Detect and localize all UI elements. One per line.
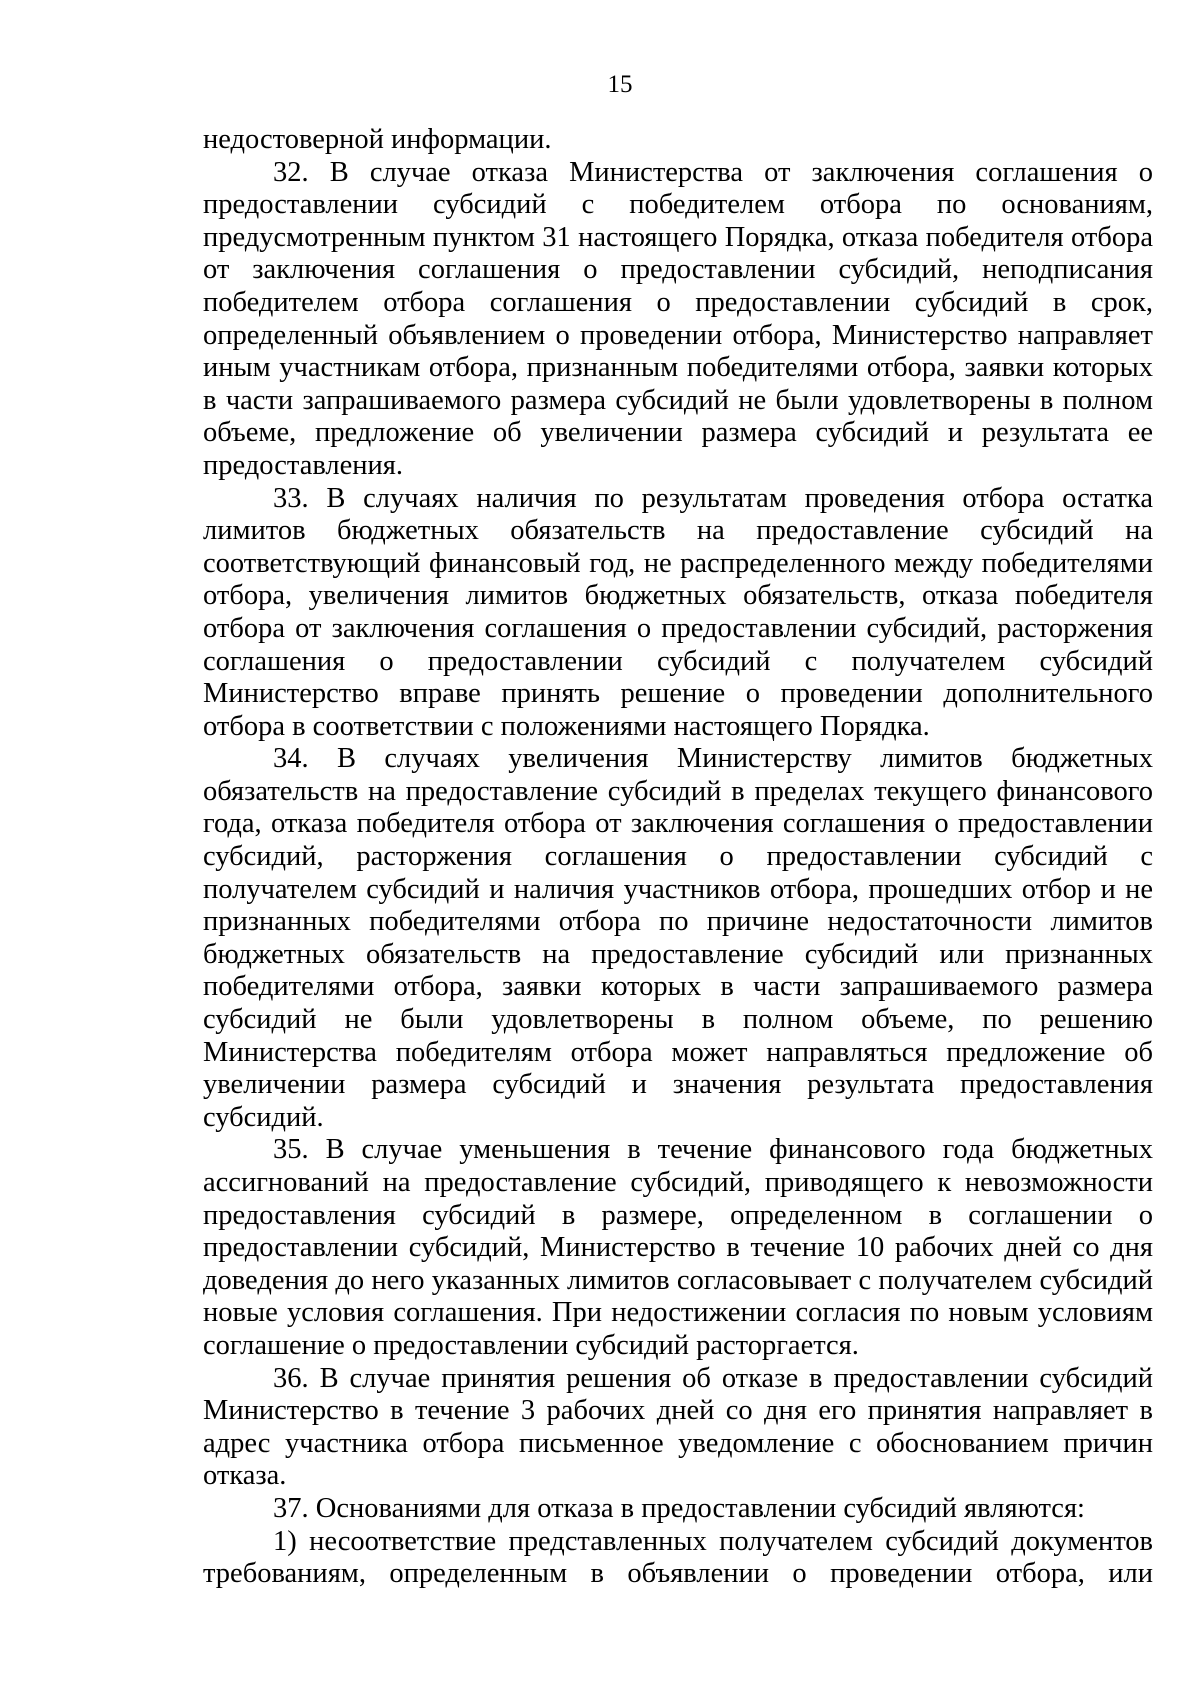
paragraph-33: 33. В случаях наличия по результатам проведения отбора остатка лимитов бюджетных обязательств на предоставление субсидий на соответствующий финансовый год, не распределенного между победителями отбора, увеличения лимитов бюджетных обязательств, отказа победителя отбора от заключения соглашения о предоставлении субсидий, расторжения соглашения о предоставлении субсидий с получателем субсидий Министерство вправе принять решение о проведении дополнительного отбора в соответствии с положениями настоящего Порядка.: [203, 482, 1153, 742]
page-number: 15: [607, 71, 633, 98]
paragraph-36: 36. В случае принятия решения об отказе в предоставлении субсидий Министерство в течение 3 рабочих дней со дня его принятия направляет в адрес участника отбора письменное уведомление с обоснованием причин отказа.: [203, 1362, 1153, 1492]
paragraph-37-item-1: 1) несоответствие представленных получателем субсидий документов требованиям, определенным в объявлении о проведении отбора, или: [203, 1525, 1153, 1590]
paragraph-continuation: недостоверной информации.: [203, 124, 552, 155]
paragraph-34: 34. В случаях увеличения Министерству лимитов бюджетных обязательств на предоставление субсидий в пределах текущего финансового года, отказа победителя отбора от заключения соглашения о предоставлении субсидий, расторжения соглашения о предоставлении субсидий с получателем субсидий и наличия участников отбора, прошедших отбор и не признанных победителями отбора по причине недостаточности лимитов бюджетных обязательств на предоставление субсидий или признанных победителями отбора, заявки которых в части запрашиваемого размера субсидий не были удовлетворены в полном объеме, по решению Министерства победителям отбора может направляться предложение об увеличении размера субсидий и значения результата предоставления субсидий.: [203, 743, 1153, 1133]
paragraph-37: 37. Основаниями для отказа в предоставлении субсидий являются:: [273, 1492, 1085, 1524]
document-body: [203, 124, 1153, 1591]
paragraph-35: 35. В случае уменьшения в течение финансового года бюджетных ассигнований на предоставление субсидий, приводящего к невозможности предоставления субсидий в размере, определенном в соглашении о предоставлении субсидий, Министерство в течение 10 рабочих дней со дня доведения до него указанных лимитов согласовывает с получателем субсидий новые условия соглашения. При недостижении согласия по новым условиям соглашение о предоставлении субсидий расторгается.: [203, 1134, 1153, 1361]
paragraph-32: 32. В случае отказа Министерства от заключения соглашения о предоставлении субсидий с победителем отбора по основаниям, предусмотренным пунктом 31 настоящего Порядка, отказа победителя отбора от заключения соглашения о предоставлении субсидий, неподписания победителем отбора соглашения о предоставлении субсидий в срок, определенный объявлением о проведении отбора, Министерство направляет иным участникам отбора, признанным победителями отбора, заявки которых в части запрашиваемого размера субсидий не были удовлетворены в полном объеме, предложение об увеличении размера субсидий и результата ее предоставления.: [203, 156, 1153, 481]
